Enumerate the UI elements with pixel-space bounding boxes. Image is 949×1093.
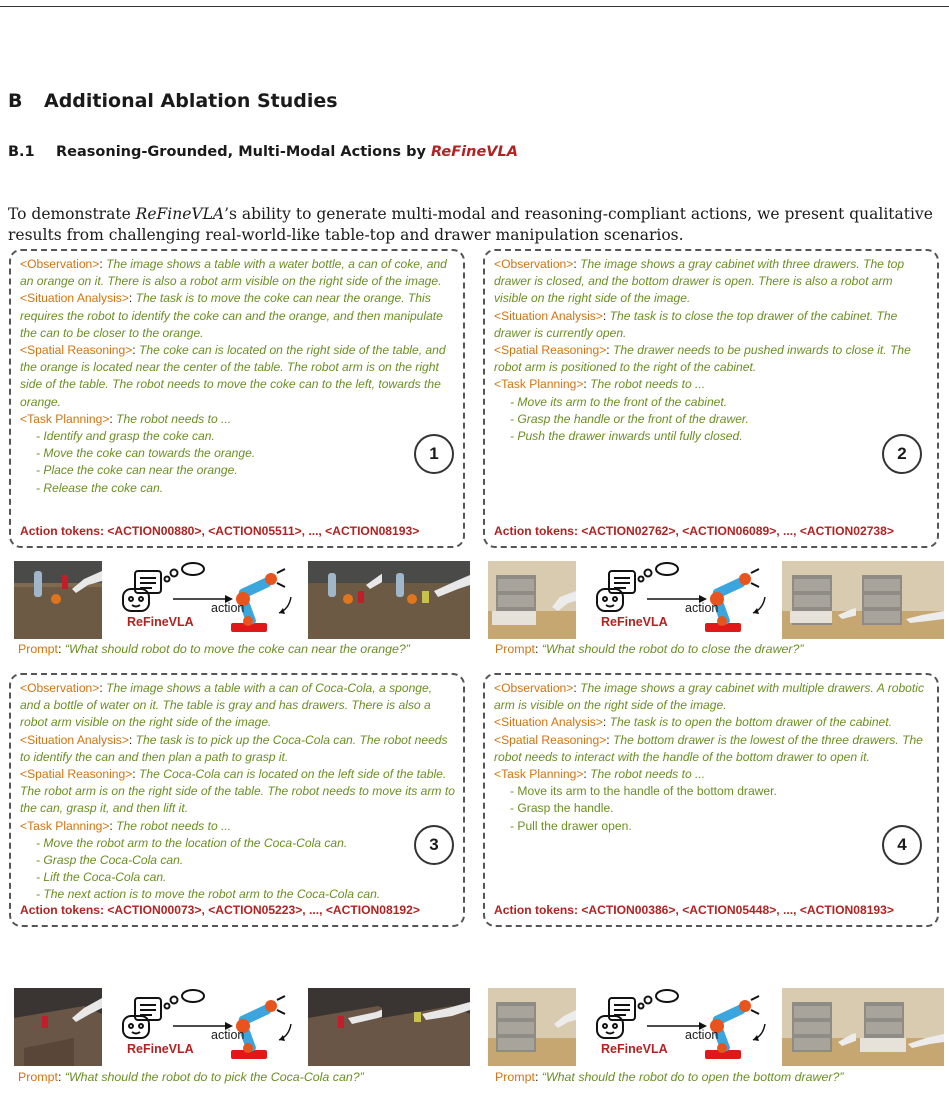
step-list (20, 835, 455, 904)
step-item: - Move its arm to the handle of the bottom drawer. (510, 784, 777, 799)
reasoning-panel-1 (9, 249, 465, 548)
situation-text: The task is to pick up the Coca-Cola can. The robot needs to identify the can and then plan a path to grasp it. (20, 732, 448, 764)
step-item: - Release the coke can. (36, 480, 164, 495)
subsection-title: Reasoning-Grounded, Multi-Modal Actions by (56, 144, 431, 160)
planning-tag: <Task Planning> (494, 377, 584, 392)
step-item: - Place the coke can near the orange. (36, 463, 238, 478)
section-title: Additional Ablation Studies (44, 90, 338, 112)
intro-model: ReFineVLA (135, 204, 225, 223)
section-number: B (8, 90, 23, 112)
scene-before-image (14, 988, 102, 1066)
prompt-question: “What should the robot do to pick the Coca-Cola can?” (64, 1070, 364, 1084)
planning-tag: <Task Planning> (20, 818, 110, 833)
agent-diagram (587, 561, 777, 639)
scene-before-image (14, 561, 102, 639)
example-badge: 4 (882, 825, 922, 865)
planning-text: The robot needs to ... (590, 767, 706, 782)
planning-text: The robot needs to ... (116, 411, 232, 426)
tokens-label: Action tokens: (20, 902, 108, 917)
spatial-para: <Spatial Reasoning>: The Coca-Cola can is located on the left side of the table. The robot arm is on the right side of the table. The robot needs to move its arm to the can, grasp it, and then lift it. (20, 767, 455, 816)
spatial-para: <Spatial Reasoning>: The bottom drawer is the lowest of the three drawers. The robot needs to interact with the handle of the bottom drawer to open it. (494, 732, 923, 764)
planning-text: The robot needs to ... (590, 377, 706, 392)
observation-para: <Observation>: The image shows a gray cabinet with three drawers. The top drawer is closed, and the bottom drawer is open. There is also a robot arm visible on the right side of the image. (494, 257, 905, 306)
action-label: action (211, 1028, 245, 1042)
spatial-para: <Spatial Reasoning>: The coke can is located on the right side of the table, and the orange is located near the center of the table. The robot arm is on the right side of the table. The robot needs to move the coke can to the left, towards the orange. (20, 343, 446, 409)
step-item: - Move the coke can towards the orange. (36, 446, 256, 461)
situation-text: The task is to move the coke can near the orange. This requires the robot to identify the coke can and the orange, and then manipulate the can to be closer to the orange. (20, 291, 443, 340)
observation-tag: <Observation> (20, 257, 100, 271)
intro-paragraph (8, 204, 943, 246)
situation-text: The task is to open the bottom drawer of the cabinet. (609, 715, 893, 730)
prompt-question: “What should robot do to move the coke can near the orange?” (64, 642, 410, 656)
image-strip-3 (14, 988, 470, 1066)
situation-tag: <Situation Analysis> (494, 308, 603, 323)
subsection-model-name: ReFineVLA (430, 144, 518, 160)
prompt-label: Prompt (18, 642, 58, 656)
tokens-label: Action tokens: (494, 902, 582, 917)
step-item: - Grasp the handle. (510, 801, 614, 816)
intro-text-after: ’s ability to generate multi-modal and reasoning-compliant actions, we present qualitative results from challenging real-world-like table-top and drawer manipulation scenarios. (8, 204, 933, 244)
planning-para: <Task Planning>: The robot needs to ... (20, 818, 232, 833)
prompt-line-1: Prompt: “What should robot do to move the coke can near the orange?” (18, 642, 410, 656)
situation-para: <Situation Analysis>: The task is to close the top drawer of the cabinet. The drawer is currently open. (494, 308, 898, 340)
tokens-value: <ACTION00073>, <ACTION05223>, ..., <ACTION08192> (107, 902, 420, 917)
agent-label: ReFineVLA (127, 615, 194, 629)
header-rule (0, 6, 949, 7)
scene-after-image (382, 561, 470, 639)
step-list (494, 783, 929, 835)
example-badge: 1 (414, 434, 454, 474)
observation-text: The image shows a table with a can of Coca-Cola, a sponge, and a bottle of water on it. The table is gray and has drawers. There is also a robot arm visible on the right side of the image. (20, 681, 433, 730)
action-tokens (20, 523, 419, 540)
situation-tag: <Situation Analysis> (20, 732, 129, 747)
situation-para: <Situation Analysis>: The task is to pick up the Coca-Cola can. The robot needs to identify the can and then plan a path to grasp it. (20, 732, 448, 764)
tokens-value: <ACTION00386>, <ACTION05448>, ..., <ACTION08193> (581, 902, 894, 917)
step-item: - Move its arm to the front of the cabinet. (510, 394, 728, 409)
image-strip-4 (488, 988, 944, 1066)
prompt-line-2: Prompt: “What should the robot do to close the drawer?” (495, 642, 804, 656)
scene-after-image (382, 988, 470, 1066)
step-item: - Pull the drawer open. (510, 818, 632, 833)
prompt-label: Prompt (495, 642, 535, 656)
planning-para: <Task Planning>: The robot needs to ... (494, 377, 706, 392)
situation-tag: <Situation Analysis> (20, 291, 129, 306)
prompt-line-3: Prompt: “What should the robot do to pick the Coca-Cola can?” (18, 1070, 364, 1084)
action-label: action (685, 601, 719, 615)
action-tokens (20, 902, 420, 919)
planning-tag: <Task Planning> (20, 411, 110, 426)
step-item: - The next action is to move the robot arm to the Coca-Cola can. (36, 887, 381, 902)
step-item: - Grasp the handle or the front of the drawer. (510, 411, 749, 426)
prompt-question: “What should the robot do to close the drawer?” (541, 642, 804, 656)
prompt-question: “What should the robot do to open the bottom drawer?” (541, 1070, 844, 1084)
action-label: action (685, 1028, 719, 1042)
planning-text: The robot needs to ... (116, 818, 232, 833)
example-badge: 3 (414, 825, 454, 865)
prompt-label: Prompt (495, 1070, 535, 1084)
step-item: - Push the drawer inwards until fully closed. (510, 429, 743, 444)
example-badge: 2 (882, 434, 922, 474)
spatial-text: The coke can is located on the right side of the table, and the orange is located near the center of the table. The robot arm is on the right side of the table. The robot needs to move the coke can to the left, towards the orange. (20, 343, 446, 409)
action-tokens (494, 523, 894, 540)
tokens-value: <ACTION00880>, <ACTION05511>, ..., <ACTION08193> (107, 523, 420, 538)
agent-label: ReFineVLA (601, 1042, 668, 1056)
agent-label: ReFineVLA (601, 615, 668, 629)
planning-para: <Task Planning>: The robot needs to ... (20, 411, 232, 426)
spatial-tag: <Spatial Reasoning> (20, 343, 133, 358)
reasoning-panel-4 (483, 673, 939, 927)
spatial-tag: <Spatial Reasoning> (494, 343, 607, 358)
image-strip-2 (488, 561, 944, 639)
spatial-text: The bottom drawer is the lowest of the three drawers. The robot needs to interact with the handle of the bottom drawer to open it. (494, 732, 923, 764)
situation-tag: <Situation Analysis> (494, 715, 603, 730)
agent-diagram (113, 561, 303, 639)
subsection-number: B.1 (8, 144, 35, 160)
step-list (494, 394, 929, 446)
agent-diagram (587, 988, 777, 1066)
scene-after-image (856, 561, 944, 639)
step-item: - Identify and grasp the coke can. (36, 429, 215, 444)
scene-before-image (488, 988, 576, 1066)
observation-para: <Observation>: The image shows a table with a water bottle, a can of coke, and an orange on it. There is also a robot arm visible on the right side of the image. (20, 257, 447, 289)
prompt-line-4: Prompt: “What should the robot do to open the bottom drawer?” (495, 1070, 844, 1084)
action-tokens (494, 902, 894, 919)
tokens-label: Action tokens: (494, 523, 582, 538)
situation-text: The task is to close the top drawer of the cabinet. The drawer is currently open. (494, 308, 898, 340)
intro-text-before: To demonstrate (8, 204, 136, 223)
spatial-text: The drawer needs to be pushed inwards to close it. The robot arm is positioned to the right of the cabinet. (494, 343, 911, 375)
situation-para: <Situation Analysis>: The task is to move the coke can near the orange. This requires the robot to identify the coke can and the orange, and then manipulate the can to be closer to the orange. (20, 291, 443, 340)
section-heading (8, 90, 338, 112)
spatial-para: <Spatial Reasoning>: The drawer needs to be pushed inwards to close it. The robot arm is positioned to the right of the cabinet. (494, 343, 911, 375)
step-item: - Grasp the Coca-Cola can. (36, 853, 184, 868)
prompt-label: Prompt (18, 1070, 58, 1084)
spatial-text: The Coca-Cola can is located on the left side of the table. The robot arm is on the right side of the table. The robot needs to move its arm to the can, grasp it, and then lift it. (20, 767, 455, 816)
observation-text: The image shows a table with a water bottle, a can of coke, and an orange on it. There is also a robot arm visible on the right side of the image. (20, 257, 447, 289)
step-item: - Lift the Coca-Cola can. (36, 870, 167, 885)
subsection-heading (8, 144, 518, 160)
reasoning-panel-3 (9, 673, 465, 927)
observation-tag: <Observation> (494, 681, 574, 695)
observation-para: <Observation>: The image shows a table with a can of Coca-Cola, a sponge, and a bottle of water on it. The table is gray and has drawers. There is also a robot arm visible on the right side of the image. (20, 681, 433, 730)
action-label: action (211, 601, 245, 615)
reasoning-panel-2 (483, 249, 939, 548)
tokens-value: <ACTION02762>, <ACTION06089>, ..., <ACTION02738> (581, 523, 894, 538)
scene-after-image (856, 988, 944, 1066)
scene-before-image (488, 561, 576, 639)
step-list (20, 428, 455, 497)
observation-tag: <Observation> (494, 257, 574, 271)
step-item: - Move the robot arm to the location of the Coca-Cola can. (36, 835, 348, 850)
spatial-tag: <Spatial Reasoning> (494, 732, 607, 747)
spatial-tag: <Spatial Reasoning> (20, 767, 133, 782)
observation-text: The image shows a gray cabinet with multiple drawers. A robotic arm is visible on the right side of the image. (494, 681, 925, 713)
tokens-label: Action tokens: (20, 523, 108, 538)
agent-label: ReFineVLA (127, 1042, 194, 1056)
planning-para: <Task Planning>: The robot needs to ... (494, 767, 706, 782)
situation-para: <Situation Analysis>: The task is to open the bottom drawer of the cabinet. (494, 715, 893, 730)
planning-tag: <Task Planning> (494, 767, 584, 782)
observation-tag: <Observation> (20, 681, 100, 695)
image-strip-1 (14, 561, 470, 639)
agent-diagram (113, 988, 303, 1066)
observation-para: <Observation>: The image shows a gray cabinet with multiple drawers. A robotic arm is visible on the right side of the image. (494, 681, 925, 713)
observation-text: The image shows a gray cabinet with three drawers. The top drawer is closed, and the bottom drawer is open. There is also a robot arm visible on the right side of the image. (494, 257, 905, 306)
